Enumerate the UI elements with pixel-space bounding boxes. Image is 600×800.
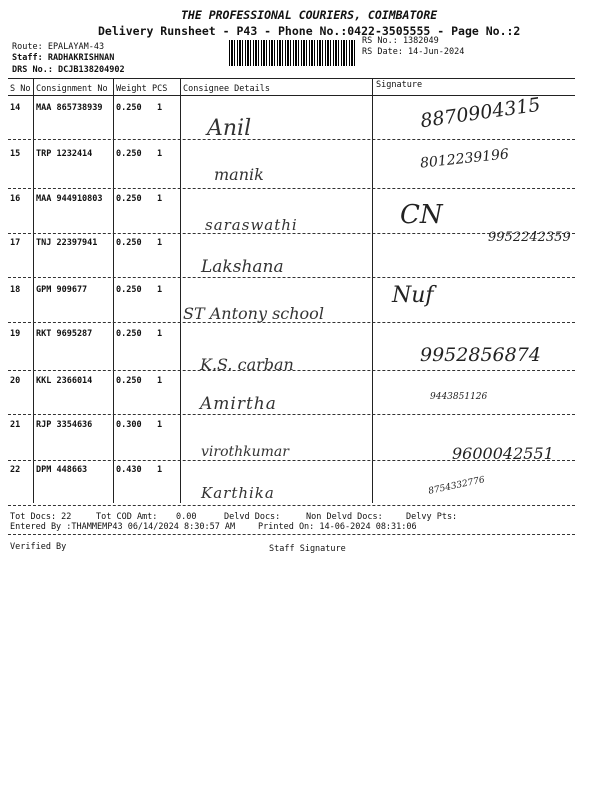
row-weight: 0.250 — [116, 149, 142, 159]
col-divider-4 — [372, 78, 373, 503]
row-divider — [8, 370, 575, 371]
table-top-border — [8, 78, 575, 79]
row-consignee: ST Antony school — [183, 304, 324, 323]
delvy-pts: Delvy Pts: — [406, 512, 458, 522]
row-signature: 9952242359 — [488, 230, 571, 245]
tot-docs: Tot Docs: 22 — [10, 512, 72, 522]
staff-signature-label: Staff Signature — [269, 544, 346, 554]
row-signature: CN — [400, 200, 443, 230]
row-pcs: 1 — [157, 420, 163, 430]
col-divider-2 — [113, 78, 114, 503]
row-consignee: Lakshana — [201, 257, 284, 277]
row-signature: 9600042551 — [452, 444, 554, 463]
entered-by: Entered By :THAMMEMP43 06/14/2024 8:30:57 AM — [10, 522, 236, 532]
row-pcs: 1 — [157, 285, 163, 295]
row-consignee: Anil — [207, 116, 252, 141]
row-consignment: RKT 9695287 — [36, 329, 93, 339]
row-consignment: MAA 865738939 — [36, 103, 103, 113]
row-divider — [8, 460, 575, 461]
row-pcs: 1 — [157, 465, 163, 475]
table-bottom-border — [8, 505, 575, 506]
tot-cod-label: Tot COD Amt: — [96, 512, 158, 522]
row-weight: 0.250 — [116, 376, 142, 386]
row-consignee: Amirtha — [200, 394, 277, 414]
row-divider — [8, 277, 575, 278]
row-divider — [8, 188, 575, 189]
row-consignee: virothkumar — [201, 444, 289, 460]
col-divider-3 — [180, 78, 181, 503]
col-header-weight: Weight — [116, 84, 147, 94]
non-delvd-docs: Non Delvd Docs: — [306, 512, 383, 522]
row-weight: 0.430 — [116, 465, 142, 475]
row-sno: 17 — [10, 238, 21, 248]
tot-cod-value: 0.00 — [176, 512, 197, 522]
row-weight: 0.250 — [116, 329, 142, 339]
company-title: THE PROFESSIONAL COURIERS, COIMBATORE — [181, 8, 438, 22]
row-weight: 0.250 — [116, 285, 142, 295]
col-header-consignment: Consignment No — [36, 84, 108, 94]
row-pcs: 1 — [157, 238, 163, 248]
row-sno: 21 — [10, 420, 21, 430]
row-consignment: TRP 1232414 — [36, 149, 93, 159]
row-signature: 9952856874 — [420, 344, 541, 366]
row-pcs: 1 — [157, 376, 163, 386]
row-consignment: DPM 448663 — [36, 465, 88, 475]
row-consignment: TNJ 22397941 — [36, 238, 98, 248]
verified-by: Verified By — [10, 542, 67, 552]
row-pcs: 1 — [157, 149, 163, 159]
row-signature: 9443851126 — [430, 392, 488, 402]
delvd-docs: Delvd Docs: — [224, 512, 281, 522]
row-pcs: 1 — [157, 329, 163, 339]
row-consignment: RJP 3354636 — [36, 420, 93, 430]
staff-label: Staff: RADHAKRISHNAN — [12, 53, 115, 63]
row-weight: 0.250 — [116, 194, 142, 204]
row-sno: 16 — [10, 194, 21, 204]
drs-number: DRS No.: DCJB138204902 — [12, 65, 125, 75]
rs-date: RS Date: 14-Jun-2024 — [362, 47, 465, 57]
row-divider — [8, 139, 575, 140]
col-header-sno: S No — [10, 84, 31, 94]
row-sno: 15 — [10, 149, 21, 159]
row-consignee: Karthika — [201, 484, 275, 502]
row-pcs: 1 — [157, 194, 163, 204]
row-consignment: KKL 2366014 — [36, 376, 93, 386]
row-consignment: GPM 909677 — [36, 285, 88, 295]
row-signature: 8754332776 — [427, 475, 486, 497]
row-divider — [8, 414, 575, 415]
row-sno: 22 — [10, 465, 21, 475]
row-weight: 0.250 — [116, 238, 142, 248]
row-sno: 18 — [10, 285, 21, 295]
col-header-signature: Signature — [376, 80, 423, 90]
row-sno: 20 — [10, 376, 21, 386]
row-sno: 19 — [10, 329, 21, 339]
rs-number: RS No.: 1382049 — [362, 36, 439, 46]
row-consignee: saraswathi — [205, 216, 298, 234]
row-weight: 0.300 — [116, 420, 142, 430]
row-signature: Nuf — [392, 283, 434, 308]
col-header-consignee: Consignee Details — [183, 84, 270, 94]
footer-divider — [8, 534, 575, 535]
route-label: Route: EPALAYAM-43 — [12, 42, 105, 52]
row-sno: 14 — [10, 103, 21, 113]
row-consignment: MAA 944910803 — [36, 194, 103, 204]
printed-on: Printed On: 14-06-2024 08:31:06 — [258, 522, 417, 532]
row-signature: 8870904315 — [419, 93, 542, 133]
runsheet-title: Delivery Runsheet - P43 - Phone No.:0422-3505555 - Page No.:2 — [98, 24, 521, 38]
barcode — [229, 40, 357, 66]
col-header-pcs: PCS — [152, 84, 168, 94]
col-divider-1 — [33, 78, 34, 503]
row-consignee: manik — [214, 165, 264, 184]
row-consignee: K.S. carban — [200, 355, 294, 374]
row-weight: 0.250 — [116, 103, 142, 113]
row-divider — [8, 322, 575, 323]
row-signature: 8012239196 — [419, 146, 510, 172]
table-header-border — [8, 95, 575, 96]
row-pcs: 1 — [157, 103, 163, 113]
